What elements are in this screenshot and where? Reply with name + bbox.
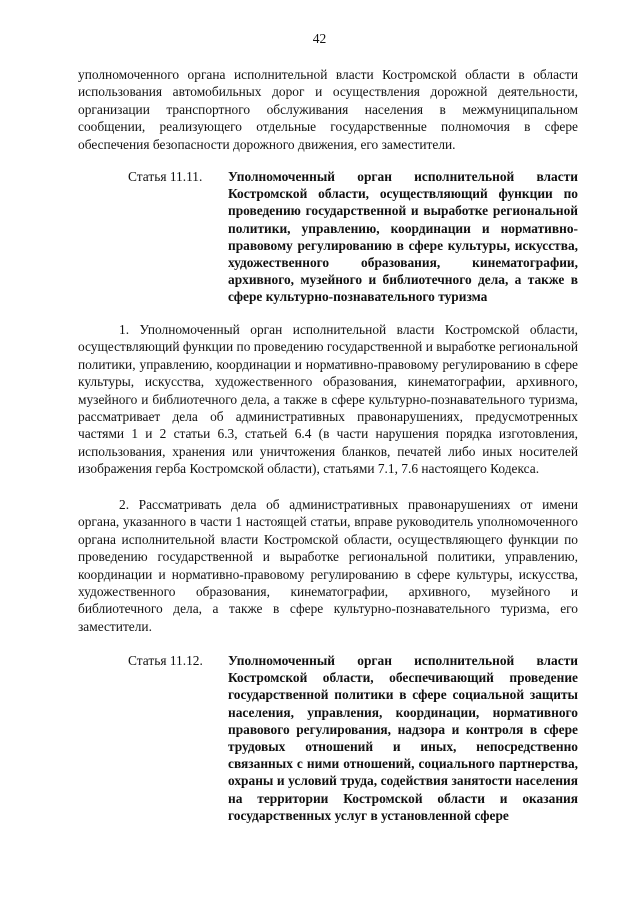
paragraph-continuation: уполномоченного органа исполнительной власти Костромской области в области использования автомобильных дорог и осуществления дорожной деятельности, организации транспортного обслуживания населения в межмуниципальном сообщении, реализующего отдельные государственные полномочия в сфере обеспечения безопасности дорожного движения, его заместители. — [78, 67, 578, 152]
article-label: Статья 11.11. — [128, 169, 203, 184]
page-number: 42 — [312, 31, 327, 46]
paragraph-part-1: 1. Уполномоченный орган исполнительной власти Костромской области, осуществляющий функции по проведению государственной и выработке региональной политики, управлению, координации и нормативно-правовому регулированию в сфере культуры, искусства, художественного образования, кинематографии, архивного, музейного и библиотечного дела, а также в сфере культурно-познавательного туризма, рассматривает дела об административных правонарушениях, предусмотренных частями 1 и 2 статьи 6.3, статьей 6.4 (в части нарушения порядка изготовления, использования, хранения или уничтожения бланков, печатей либо иных носителей изображения герба Костромской области), статьями 7.1, 7.6 настоящего Кодекса. — [78, 322, 578, 477]
article-label: Статья 11.12. — [128, 653, 203, 668]
paragraph-part-2: 2. Рассматривать дела об административных правонарушениях от имени органа, указанного в части 1 настоящей статьи, вправе руководитель уполномоченного органа исполнительной власти Костромской области, осуществляющего функции по проведению государственной и выработке региональной политики, управлению, координации и нормативно-правовому регулированию в сфере культуры, искусства, художественного образования, кинематографии, архивного, музейного и библиотечного дела, а также в сфере культурно-познавательного туризма, его заместители. — [78, 497, 578, 634]
article-title: Уполномоченный орган исполнительной власти Костромской области, осуществляющий функции по проведению государственной и выработке региональной политики, управлению, координации и нормативно-правовому регулированию в сфере культуры, искусства, художественного образования, кинематографии, архивного, музейного и библиотечного дела, а также в сфере культурно-познавательного туризма — [228, 169, 578, 305]
article-title: Уполномоченный орган исполнительной власти Костромской области, обеспечивающий проведение государственной политики в сфере социальной защиты населения, управления, координации, нормативного правового регулирования, надзора и контроля в сфере трудовых отношений и иных, непосредственно связанных с ними отношений, социального партнерства, охраны и условий труда, содействия занятости населения на территории Костромской области и оказания государственных услуг в установленной сфере — [228, 653, 578, 823]
